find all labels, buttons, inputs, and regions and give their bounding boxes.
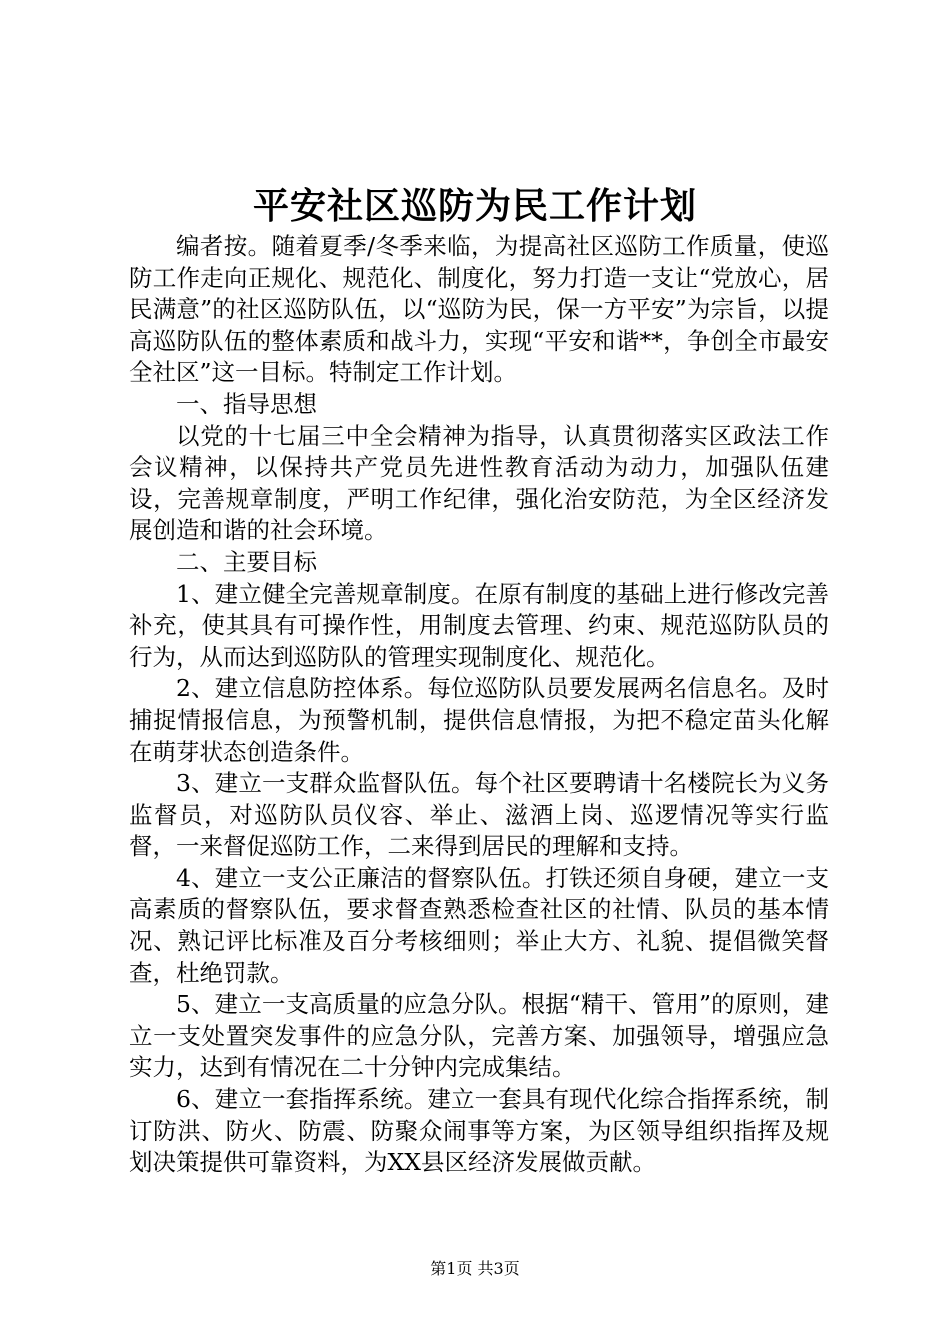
paragraph-goal-4: 4、建立一支公正廉洁的督察队伍。打铁还须自身硬，建立一支高素质的督察队伍，要求督查熟悉检查社区的社情、队员的基本情况、熟记评比标准及百分考核细则；举止大方、礼貌、提倡微笑督查，杜绝罚款。: [129, 863, 829, 987]
paragraph-goal-1: 1、建立健全完善规章制度。在原有制度的基础上进行修改完善补充，使其具有可操作性，用制度去管理、约束、规范巡防队员的行为，从而达到巡防队的管理实现制度化、规范化。: [129, 579, 829, 671]
paragraph-goal-5: 5、建立一支高质量的应急分队。根据“精干、管用”的原则，建立一支处置突发事件的应急分队，完善方案、加强领导，增强应急实力，达到有情况在二十分钟内完成集结。: [129, 990, 829, 1082]
paragraph-guiding-ideology: 以党的十七届三中全会精神为指导，认真贯彻落实区政法工作会议精神，以保持共产党员先进性教育活动为动力，加强队伍建设，完善规章制度，严明工作纪律，强化治安防范，为全区经济发展创造和谐的社会环境。: [129, 421, 829, 545]
document-title: 平安社区巡防为民工作计划: [252, 185, 697, 227]
heading-guiding-ideology: 一、指导思想: [176, 389, 317, 418]
paragraph-editor-note: 编者按。随着夏季/冬季来临，为提高社区巡防工作质量，使巡防工作走向正规化、规范化、制度化，努力打造一支让“党放心，居民满意”的社区巡防队伍，以“巡防为民，保一方平安”为宗旨，以提高巡防队伍的整体素质和战斗力，实现“平安和谐**，争创全市最安全社区”这一目标。特制定工作计划。: [129, 232, 829, 387]
paragraph-goal-2: 2、建立信息防控体系。每位巡防队员要发展两名信息名。及时捕捉情报信息，为预警机制，提供信息情报，为把不稳定苗头化解在萌芽状态创造条件。: [129, 674, 829, 766]
heading-main-goals: 二、主要目标: [176, 547, 317, 576]
paragraph-goal-3: 3、建立一支群众监督队伍。每个社区要聘请十名楼院长为义务监督员，对巡防队员仪容、举止、滋酒上岗、巡逻情况等实行监督，一来督促巡防工作，二来得到居民的理解和支持。: [129, 769, 829, 861]
document-body: [129, 231, 829, 1179]
paragraph-goal-6: 6、建立一套指挥系统。建立一套具有现代化综合指挥系统，制订防洪、防火、防震、防聚众闹事等方案，为区领导组织指挥及规划决策提供可靠资料，为XX县区经济发展做贡献。: [129, 1085, 829, 1177]
page-footer: 第1页 共3页: [430, 1259, 520, 1278]
